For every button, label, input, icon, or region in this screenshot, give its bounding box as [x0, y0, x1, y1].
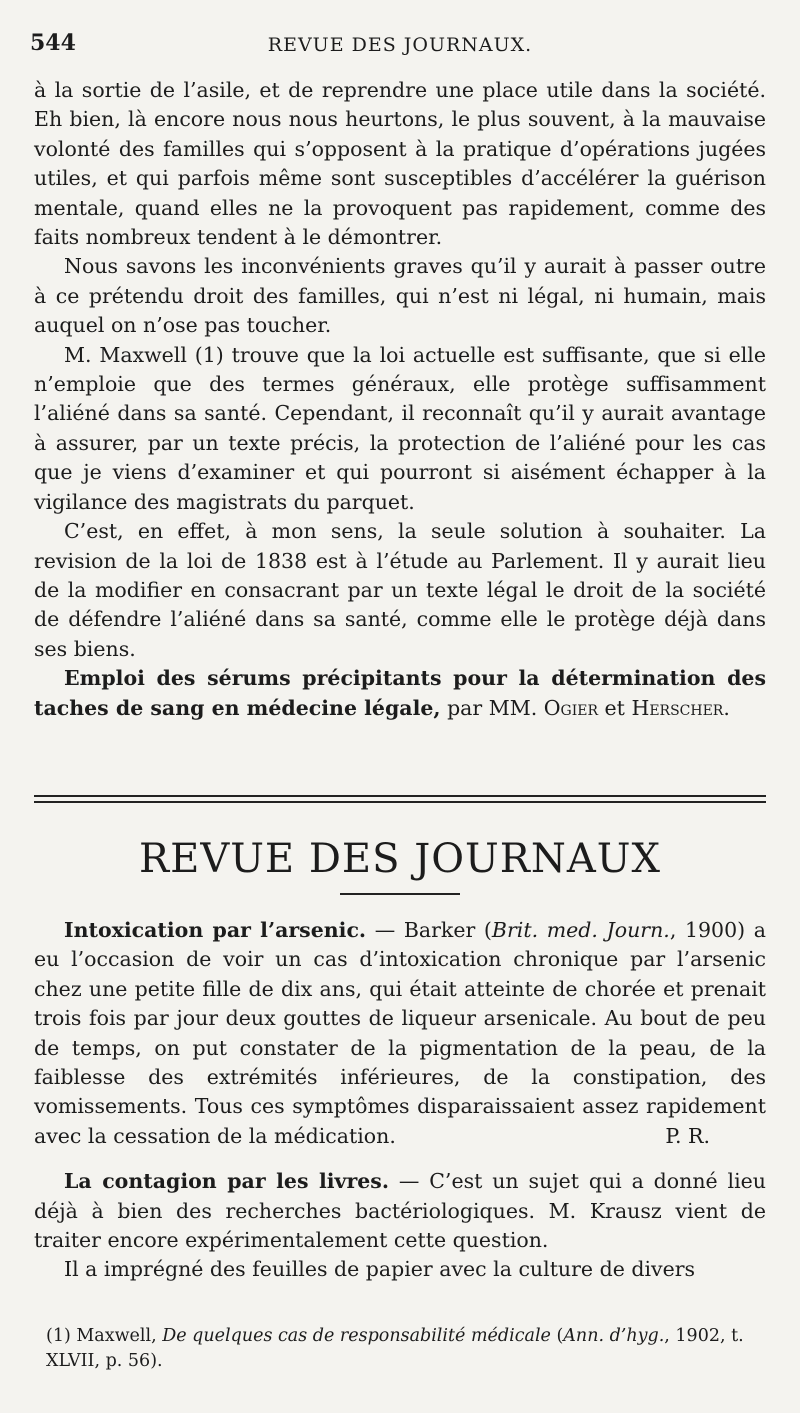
section-title: REVUE DES JOURNAUX: [139, 836, 661, 882]
running-title: REVUE DES JOURNAUX.: [267, 34, 533, 56]
communication-author: Ogier: [543, 695, 599, 720]
review-heading: Intoxication par l’arsenic.: [64, 918, 367, 942]
article-continuation: [34, 76, 766, 723]
communication-entry: [34, 664, 766, 723]
page-number: 544: [30, 30, 76, 56]
review-journal: Brit. med. Journ.: [491, 918, 670, 942]
paragraph: à la sortie de l’asile, et de reprendre une place utile dans la société. Eh bien, là encore nous nous heurtons, le plus souvent, à la mauvaise volonté des familles qui s’opposent à la pratique d’opérations jugées utiles, et qui parfois même sont susceptibles d’accélérer la guérison mentale, quand elles ne la provoquent pas rapidement, comme des faits nombreux tendent à le démontrer.: [34, 78, 766, 250]
review-text: a eu l’occasion de voir un cas d’intoxication chronique par l’arsenic chez une petite fille de dix ans, qui était atteinte de chorée et prenait trois fois par jour deux gouttes de liqueur arsenicale. Au bout de peu de temps, on put constater de la pigmentation de la peau, de la faiblesse des extrémités inférieures, de la constipation, des vomissements. Tous ces symptômes disparaissaient assez rapidement avec la cessation de la médication.: [34, 918, 767, 1148]
page-header: [30, 30, 770, 60]
review-signature: P. R.: [665, 1123, 710, 1148]
footnote-title: De quelques cas de responsabilité médicale: [162, 1326, 551, 1346]
divider-rule: [34, 795, 766, 797]
paragraph: C’est, en effet, à mon sens, la seule solution à souhaiter. La revision de la loi de 1838 est à l’étude au Parlement. Il y aurait lieu de la modifier en consacrant par un texte légal le droit de la société de défendre l’aliéné dans sa santé, comme elle le protège déjà dans ses biens.: [34, 519, 766, 661]
journal-review: [34, 916, 766, 1285]
review-text: — C’est un sujet qui a donné lieu déjà à bien des recherches bactériologiques. M. Krausz vient de traiter encore expérimentalement cette question.: [34, 1169, 766, 1253]
paragraph: Nous savons les inconvénients graves qu’il y aurait à passer outre à ce prétendu droit des familles, qui n’est ni légal, ni humain, mais auquel on n’ose pas toucher.: [34, 254, 766, 338]
footnote-journal: Ann. d’hyg.: [563, 1326, 665, 1346]
communication-end: .: [723, 695, 730, 720]
footnote: [46, 1324, 766, 1374]
communication-and: et: [598, 695, 632, 720]
footnote-marker: (1) Maxwell,: [46, 1326, 163, 1346]
communication-title: Emploi des sérums précipitants pour la détermination des taches de sang en médecine légale,: [34, 666, 766, 720]
review-author: — Barker (: [366, 918, 492, 942]
review-item: [34, 916, 766, 1151]
divider-rule: [34, 801, 766, 803]
footnote-open: (: [550, 1326, 564, 1346]
review-year: , 1900): [669, 918, 746, 942]
review-heading: La contagion par les livres.: [64, 1169, 389, 1194]
footnote-text: [46, 1324, 766, 1374]
footnote-close: , 1902, t. XLVII, p. 56).: [46, 1326, 744, 1371]
title-rule: [340, 893, 460, 895]
review-item: [34, 1167, 766, 1255]
paragraph: M. Maxwell (1) trouve que la loi actuelle est suffisante, que si elle n’emploie que des termes généraux, elle protège suffisamment l’aliéné dans sa santé. Cependant, il reconnaît qu’il y aurait avantage à assurer, par un texte précis, la protection de l’aliéné pour les cas que je viens d’examiner et qui pourront si aisément échapper à la vigilance des magistrats du parquet.: [34, 342, 766, 514]
communication-by: par MM.: [440, 695, 544, 720]
paragraph: Il a imprégné des feuilles de papier avec la culture de divers: [64, 1257, 696, 1282]
communication-author: Herscher: [631, 695, 724, 720]
